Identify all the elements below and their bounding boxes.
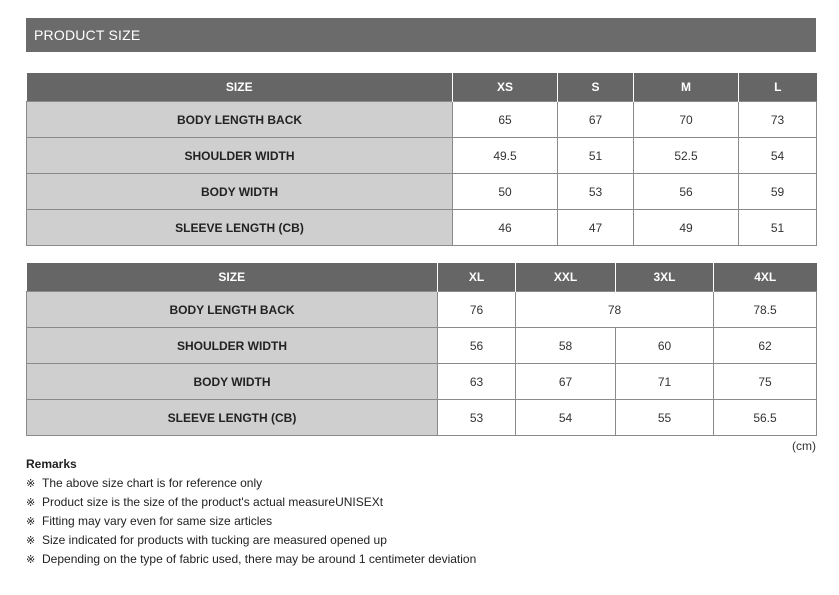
header-xl: XL — [438, 263, 516, 292]
table-cell: 59 — [739, 174, 817, 210]
row-label: SLEEVE LENGTH (CB) — [27, 400, 438, 436]
table-cell: 60 — [616, 328, 714, 364]
reference-mark-icon: ※ — [26, 497, 36, 509]
table-cell: 58 — [516, 328, 616, 364]
list-item — [26, 531, 476, 550]
table-cell: 47 — [558, 210, 634, 246]
header-s: S — [558, 73, 634, 102]
remark-text: Product size is the size of the product's actual measureUNISEXt — [42, 495, 384, 509]
table-cell: 51 — [558, 138, 634, 174]
table-cell: 76 — [438, 292, 516, 328]
table-cell: 62 — [714, 328, 817, 364]
table-cell-merged: 78 — [516, 292, 714, 328]
row-label: BODY LENGTH BACK — [27, 292, 438, 328]
size-table-xl-4xl — [26, 263, 817, 436]
table-cell: 55 — [616, 400, 714, 436]
table-cell: 46 — [453, 210, 558, 246]
header-xxl: XXL — [516, 263, 616, 292]
page-title: PRODUCT SIZE — [26, 18, 816, 52]
header-4xl: 4XL — [714, 263, 817, 292]
list-item — [26, 550, 476, 569]
table-cell: 73 — [739, 102, 817, 138]
row-label: BODY WIDTH — [27, 174, 453, 210]
list-item — [26, 474, 476, 493]
unit-label: (cm) — [792, 439, 816, 453]
remarks-section — [26, 457, 476, 569]
table-row — [27, 364, 817, 400]
header-size: SIZE — [27, 73, 453, 102]
remarks-list — [26, 474, 476, 569]
table-row — [27, 400, 817, 436]
row-label: BODY WIDTH — [27, 364, 438, 400]
table-header-row — [27, 263, 817, 292]
table-cell: 49.5 — [453, 138, 558, 174]
header-l: L — [739, 73, 817, 102]
header-xs: XS — [453, 73, 558, 102]
reference-mark-icon: ※ — [26, 535, 36, 547]
table-cell: 67 — [516, 364, 616, 400]
table-cell: 53 — [438, 400, 516, 436]
remark-text: The above size chart is for reference only — [42, 476, 263, 490]
table-cell: 54 — [516, 400, 616, 436]
table-row — [27, 292, 817, 328]
table-cell: 78.5 — [714, 292, 817, 328]
table-cell: 70 — [634, 102, 739, 138]
list-item — [26, 493, 476, 512]
size-table-xs-l — [26, 73, 817, 246]
list-item — [26, 512, 476, 531]
table-row — [27, 102, 817, 138]
table-cell: 56.5 — [714, 400, 817, 436]
reference-mark-icon: ※ — [26, 554, 36, 566]
remark-text: Size indicated for products with tucking are measured opened up — [42, 533, 387, 547]
header-m: M — [634, 73, 739, 102]
remark-text: Depending on the type of fabric used, there may be around 1 centimeter deviation — [42, 552, 477, 566]
table-cell: 71 — [616, 364, 714, 400]
remarks-heading: Remarks — [26, 457, 77, 471]
table-cell: 50 — [453, 174, 558, 210]
table-cell: 54 — [739, 138, 817, 174]
table-cell: 52.5 — [634, 138, 739, 174]
reference-mark-icon: ※ — [26, 516, 36, 528]
row-label: SHOULDER WIDTH — [27, 328, 438, 364]
table-header-row — [27, 73, 817, 102]
row-label: BODY LENGTH BACK — [27, 102, 453, 138]
row-label: SHOULDER WIDTH — [27, 138, 453, 174]
table-cell: 49 — [634, 210, 739, 246]
table-row — [27, 138, 817, 174]
table-cell: 56 — [438, 328, 516, 364]
table-cell: 51 — [739, 210, 817, 246]
table-row — [27, 328, 817, 364]
table-row — [27, 174, 817, 210]
header-3xl: 3XL — [616, 263, 714, 292]
header-size: SIZE — [27, 263, 438, 292]
table-cell: 53 — [558, 174, 634, 210]
table-cell: 63 — [438, 364, 516, 400]
table-cell: 56 — [634, 174, 739, 210]
table-cell: 67 — [558, 102, 634, 138]
reference-mark-icon: ※ — [26, 478, 36, 490]
table-cell: 65 — [453, 102, 558, 138]
table-row — [27, 210, 817, 246]
table-cell: 75 — [714, 364, 817, 400]
remark-text: Fitting may vary even for same size articles — [42, 514, 273, 528]
row-label: SLEEVE LENGTH (CB) — [27, 210, 453, 246]
